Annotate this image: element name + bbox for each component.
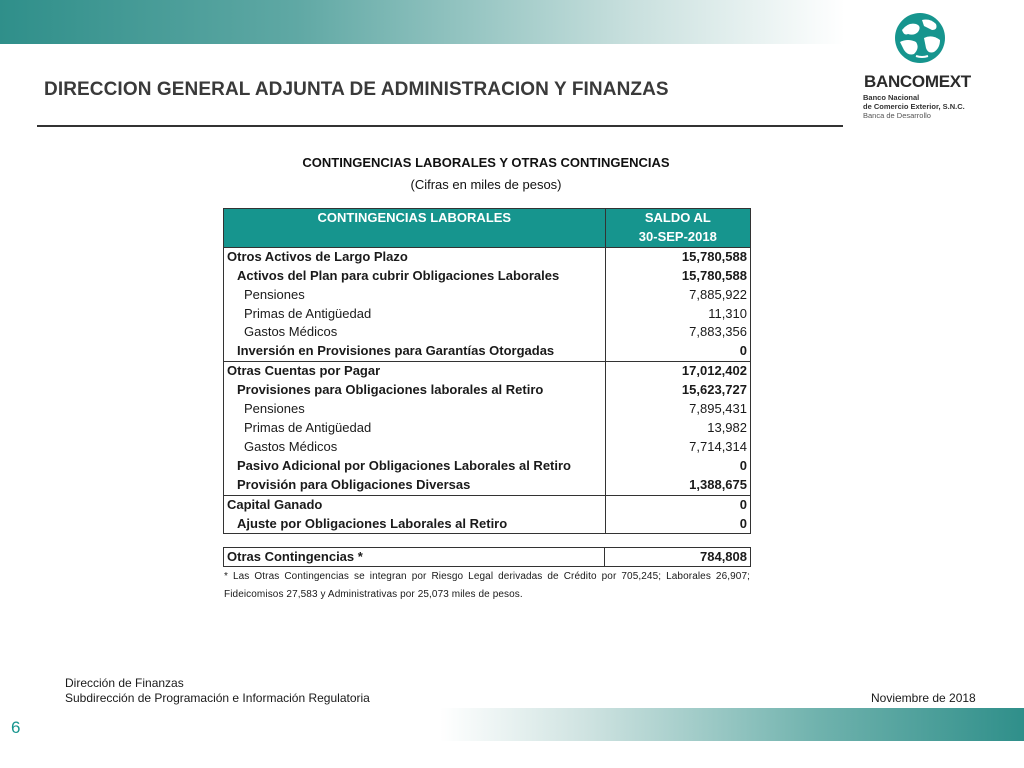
footer-date: Noviembre de 2018: [871, 691, 976, 705]
row-value: 0: [605, 457, 750, 476]
row-value: 7,883,356: [605, 323, 750, 342]
row-value: 0: [605, 495, 750, 514]
title-divider: [37, 125, 843, 127]
column-header-saldo-2: 30-SEP-2018: [605, 228, 750, 247]
row-value: 0: [605, 515, 750, 534]
row-value: 7,895,431: [605, 400, 750, 419]
row-label: Gastos Médicos: [224, 438, 606, 457]
logo-subtitle-2: de Comercio Exterior, S.N.C.: [863, 102, 965, 111]
row-value: 7,714,314: [605, 438, 750, 457]
row-label: Otras Cuentas por Pagar: [224, 362, 606, 381]
table-row: [224, 548, 751, 567]
row-label: Primas de Antigüedad: [224, 305, 606, 324]
row-label: Pensiones: [224, 286, 606, 305]
table-row: [224, 342, 751, 361]
table-row: [224, 515, 751, 534]
row-value: 0: [605, 342, 750, 361]
table-header-row: [224, 209, 751, 228]
bottom-decorative-band: [440, 708, 1024, 741]
row-label: Primas de Antigüedad: [224, 419, 606, 438]
table-row: [224, 286, 751, 305]
row-label: Gastos Médicos: [224, 323, 606, 342]
footnote: * Las Otras Contingencias se integran por Riesgo Legal derivadas de Crédito por 705,245; Laborales 26,907; Fideicomisos 27,583 y Administrativas por 25,073 miles de pesos.: [224, 571, 750, 600]
footer-department: Dirección de Finanzas: [65, 676, 184, 690]
bancomext-logo: [858, 8, 983, 126]
other-contingencies-label: Otras Contingencias *: [224, 548, 605, 567]
row-label: Capital Ganado: [224, 495, 606, 514]
table-row: [224, 495, 751, 514]
other-contingencies-value: 784,808: [605, 548, 751, 567]
contingencies-table: [223, 208, 751, 534]
page-number: 6: [11, 718, 21, 737]
row-label: Ajuste por Obligaciones Laborales al Retiro: [224, 515, 606, 534]
row-value: 15,780,588: [605, 267, 750, 286]
table-row: [224, 381, 751, 400]
row-value: 7,885,922: [605, 286, 750, 305]
row-label: Pasivo Adicional por Obligaciones Laborales al Retiro: [224, 457, 606, 476]
column-header-saldo-1: SALDO AL: [605, 209, 750, 228]
bottom-band-blank: [0, 708, 440, 741]
footer-subdepartment: Subdirección de Programación e Información Regulatoria: [65, 691, 370, 705]
row-value: 13,982: [605, 419, 750, 438]
row-label: Otros Activos de Largo Plazo: [224, 247, 606, 266]
other-contingencies-table: [223, 547, 751, 567]
page-title: DIRECCION GENERAL ADJUNTA DE ADMINISTRACION Y FINANZAS: [44, 79, 669, 100]
row-label: Inversión en Provisiones para Garantías Otorgadas: [224, 342, 606, 361]
row-value: 17,012,402: [605, 362, 750, 381]
row-label: Provisiones para Obligaciones laborales al Retiro: [224, 381, 606, 400]
table-row: [224, 362, 751, 381]
report-title: CONTINGENCIAS LABORALES Y OTRAS CONTINGENCIAS: [302, 155, 670, 170]
table-row: [224, 400, 751, 419]
row-label: Pensiones: [224, 400, 606, 419]
table-row: [224, 476, 751, 495]
row-label: Activos del Plan para cubrir Obligaciones Laborales: [224, 267, 606, 286]
logo-subtitle-1: Banco Nacional: [863, 93, 920, 102]
column-header-concept: CONTINGENCIAS LABORALES: [224, 209, 606, 248]
globe-logo-icon: [894, 12, 946, 64]
table-row: [224, 457, 751, 476]
row-value: 15,780,588: [605, 247, 750, 266]
row-value: 11,310: [605, 305, 750, 324]
table-row: [224, 267, 751, 286]
table-row: [224, 419, 751, 438]
logo-subtitle-3: Banca de Desarrollo: [863, 111, 931, 120]
top-decorative-band: [0, 0, 845, 44]
table-row: [224, 247, 751, 266]
row-value: 1,388,675: [605, 476, 750, 495]
table-row: [224, 305, 751, 324]
table-row: [224, 438, 751, 457]
row-label: Provisión para Obligaciones Diversas: [224, 476, 606, 495]
logo-wordmark: BANCOMEXT: [864, 72, 971, 91]
report-subtitle: (Cifras en miles de pesos): [410, 177, 562, 192]
table-row: [224, 323, 751, 342]
row-value: 15,623,727: [605, 381, 750, 400]
